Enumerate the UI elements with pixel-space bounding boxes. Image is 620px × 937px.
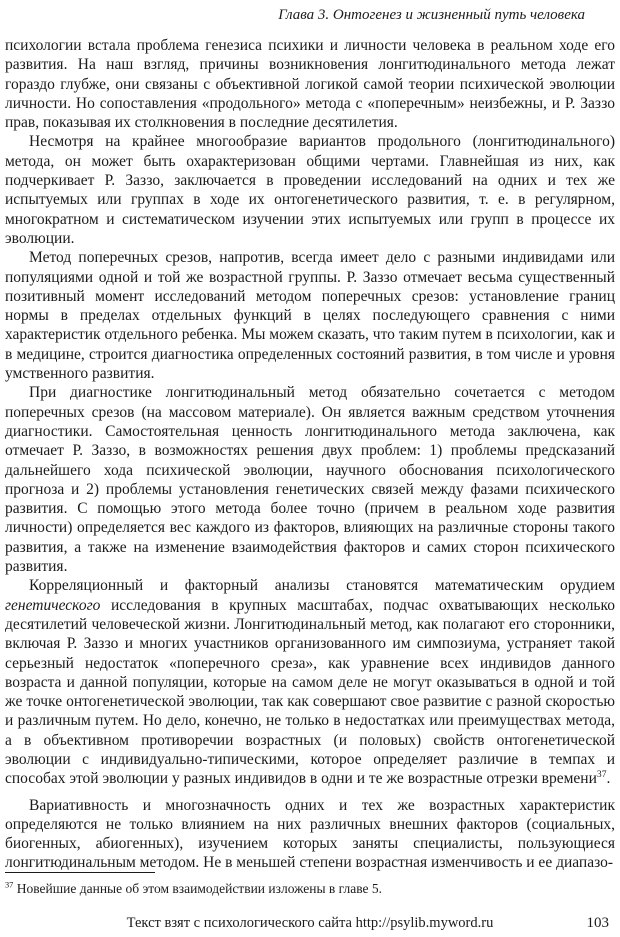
footnote-area (5, 872, 615, 897)
text-run: . (606, 770, 611, 788)
body-text (5, 36, 615, 873)
text-run: 37 (5, 880, 14, 890)
paragraph (5, 248, 615, 383)
footnote (5, 880, 615, 897)
page-number: 103 (586, 915, 609, 931)
paragraph (5, 36, 615, 132)
text-run: генетического (5, 596, 101, 614)
text-run: Несмотря на крайнее многообразие вариантов продольного (лонгитюдинального) метода, он может быть охарактеризован общими чертами. Главнейшая из них, как подчеркивает Р. Заззо, заключается в проведении исследований на одних и тех же испытуемых или группах в ходе их онтогенетического развития, т. е. в регулярном, многократном и систематическом изучении этих испытуемых или групп в процессе их эволюции. (5, 133, 615, 247)
text-run: 37 (596, 769, 607, 781)
footnote-divider (5, 872, 155, 873)
text-run: При диагностике лонгитюдинальный метод обязательно сочетается с методом поперечных срезов (на массовом материале). Он является важным средством уточнения диагностики. Самостоятельная ценность лонгитюдинального метода заключена, как отмечает Р. Заззо, в возможностях решения двух проблем: 1) проблемы предсказаний дальнейшего хода психической эволюции, научного обоснования психологического прогноза и 2) проблемы установления генетических связей между фазами психического развития. С помощью этого метода более точно (причем в реальном ходе развития личности) определяется вес каждого из факторов, влияющих на различные стороны такого развития, а также на изменение взаимодействия факторов и самих сторон психического развития. (5, 384, 615, 576)
text-run: Вариативность и многозначность одних и тех же возрастных характеристик определяются не только влиянием на них различных внешних факторов (социальных, биогенных, абиогенных), изучением которых заняты специалисты, пользующиеся лонгитюдинальным методом. Не в меньшей степени возрастная изменчивость и ее диапазо- (5, 796, 615, 872)
paragraph (5, 576, 615, 788)
text-run: Новейшие данные об этом взаимодействии изложены в главе 5. (13, 881, 383, 896)
text-run: Корреляционный и факторный анализы становятся математическим орудием (29, 577, 615, 595)
text-run: исследования в крупных масштабах, подчас охватывающих несколько десятилетий человеческой жизни. Лонгитюдинальный метод, как полагают его сторонники, включая Р. Заззо и многих участников организованного им симпозиума, устраняет такой серьезный недостаток «поперечного среза», как уравнение всех индивидов данного возраста и данной популяции, которые на самом деле не могут оказываться в одной и той же точке онтогенетической эволюции, так как совершают свое развитие с разной скоростью и различным путем. Но дело, конечно, не только в недостатках или преимуществах метода, а в объективном противоречии возрастных (и половых) свойств онтогенетической эволюции с индивидуально-типическими, которое определяет различие в темпах и способах этой эволюции у разных индивидов в одни и те же возрастные отрезки времени (5, 596, 615, 788)
running-head-chapter-title: Глава 3. Онтогенез и жизненный путь человека (278, 7, 585, 23)
paragraph (5, 383, 615, 576)
text-run: Метод поперечных срезов, напротив, всегда имеет дело с разными индивидами или популяциями одной и той же возрастной группы. Р. Заззо отмечает весьма существенный позитивный момент исследований методом поперечных срезов: установление границ нормы в пределах отдельных функций в целях последующего сравнения с ними характеристик отдельного ребенка. Мы можем сказать, что таким путем в психологии, как и в медицине, строится диагностика определенных состояний развития, в том числе и уровня умственного развития. (5, 249, 615, 383)
page-footer (5, 915, 615, 935)
footer-credit: Текст взят с психологического сайта http://psylib.myword.ru (126, 915, 494, 931)
paragraph (5, 796, 615, 873)
text-run: психологии встала проблема генезиса психики и личности человека в реальном ходе его развития. На наш взгляд, причины возникновения лонгитюдинального метода лежат гораздо глубже, они связаны с объективной логикой самой теории психической эволюции личности. Но сопоставления «продольного» метода с «поперечным» неизбежны, и Р. Заззо прав, показывая их столкновения в последние десятилетия. (5, 37, 615, 132)
paragraph (5, 132, 615, 248)
